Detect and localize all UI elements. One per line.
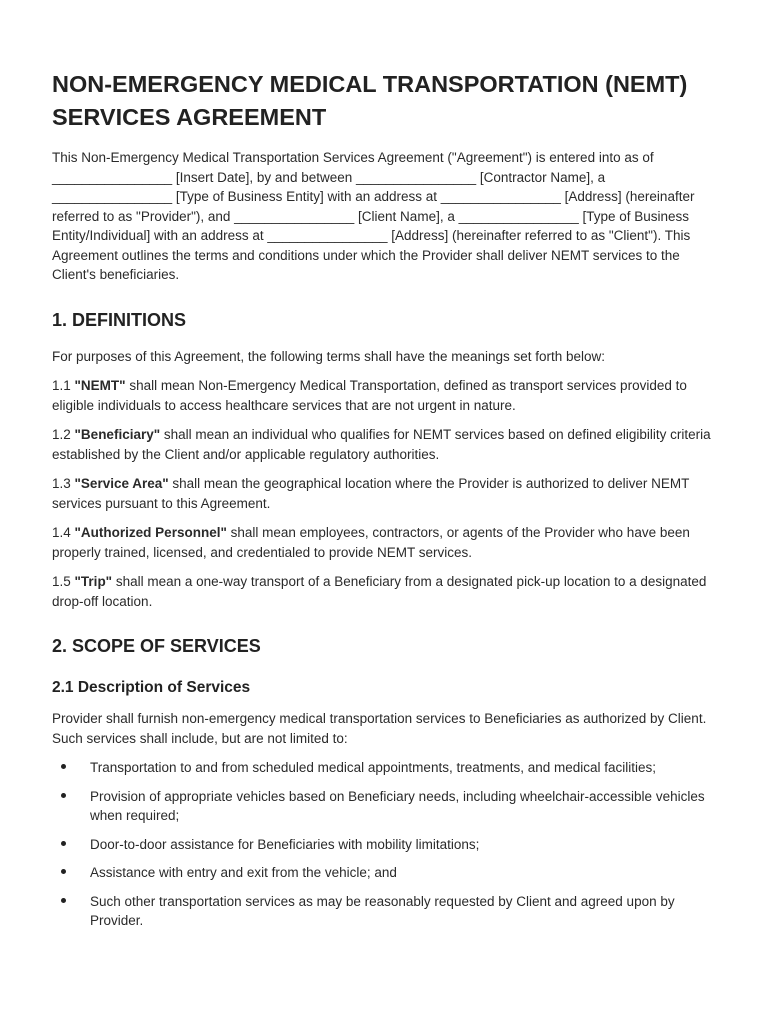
definition-text: shall mean employees, contractors, or agents of the Provider who have been properly trained, licensed, and credentialed to provide NEMT services. [52,525,690,560]
definition-text: shall mean Non-Emergency Medical Transportation, defined as transport services provided to eligible individuals to access healthcare services that are not urgent in nature. [52,378,687,413]
definition-item [52,474,722,513]
definition-term: "Trip" [74,574,113,589]
document-title: NON-EMERGENCY MEDICAL TRANSPORTATION (NEMT) SERVICES AGREEMENT [52,71,688,130]
section-heading-scope: 2. SCOPE OF SERVICES [52,636,261,656]
list-item [52,835,722,855]
bullet-icon [61,793,66,798]
definition-item [52,523,722,562]
definition-term: "Beneficiary" [74,427,161,442]
definition-text: shall mean the geographical location where the Provider is authorized to deliver NEMT services pursuant to this Agreement. [52,476,690,511]
document-page [52,68,722,940]
definition-number: 1.2 [52,427,75,442]
list-item-text: Transportation to and from scheduled medical appointments, treatments, and medical facilities; [90,760,657,775]
bullet-icon [61,841,66,846]
definition-number: 1.4 [52,525,75,540]
services-list [52,758,722,931]
definition-item [52,572,722,611]
definition-text: shall mean a one-way transport of a Beneficiary from a designated pick-up location to a designated drop-off location. [52,574,707,609]
definition-number: 1.1 [52,378,75,393]
definitions-lead: For purposes of this Agreement, the following terms shall have the meanings set forth below: [52,348,606,364]
definition-term: "NEMT" [74,378,126,393]
list-item [52,892,722,931]
list-item-text: Door-to-door assistance for Beneficiaries with mobility limitations; [90,836,480,852]
list-item [52,787,722,826]
list-item-text: Provision of appropriate vehicles based on Beneficiary needs, including wheelchair-accessible vehicles when required; [90,788,705,823]
list-item-text: Such other transportation services as may be reasonably requested by Client and agreed upon by Provider. [90,893,675,928]
bullet-icon [61,869,66,874]
definition-number: 1.3 [52,476,75,491]
definition-term: "Service Area" [74,476,169,491]
bullet-icon [61,898,66,903]
list-item [52,863,722,883]
definition-term: "Authorized Personnel" [74,525,227,540]
definition-text: shall mean an individual who qualifies for NEMT services based on defined eligibility criteria established by the Client and/or applicable regulatory authorities. [52,427,711,462]
list-item-text: Assistance with entry and exit from the vehicle; and [90,865,397,880]
subsection-heading-description: 2.1 Description of Services [52,679,251,696]
scope-lead: Provider shall furnish non-emergency medical transportation services to Beneficiaries as authorized by Client. Such services shall include, but are not limited to: [52,711,707,746]
section-heading-definitions: 1. DEFINITIONS [52,309,187,330]
bullet-icon [61,764,66,769]
intro-paragraph: This Non-Emergency Medical Transportation Services Agreement ("Agreement") is entered into as of ________________ [Insert Date], by and between ________________ [Contractor Name], a ________________ [Type of Business Entity] with an address at ________________ [Address] (hereinafter referred to as "Provider"), and ________________ [Client Name], a ________________ [Type of Business Entity/Individual] with an address at ________________ [Address] (hereinafter referred to as "Client"). This Agreement outlines the terms and conditions under which the Provider shall deliver NEMT services to the Client's beneficiaries. [52,150,695,282]
definition-item [52,425,722,464]
list-item [52,758,722,778]
definition-number: 1.5 [52,574,75,589]
definition-item [52,376,722,415]
